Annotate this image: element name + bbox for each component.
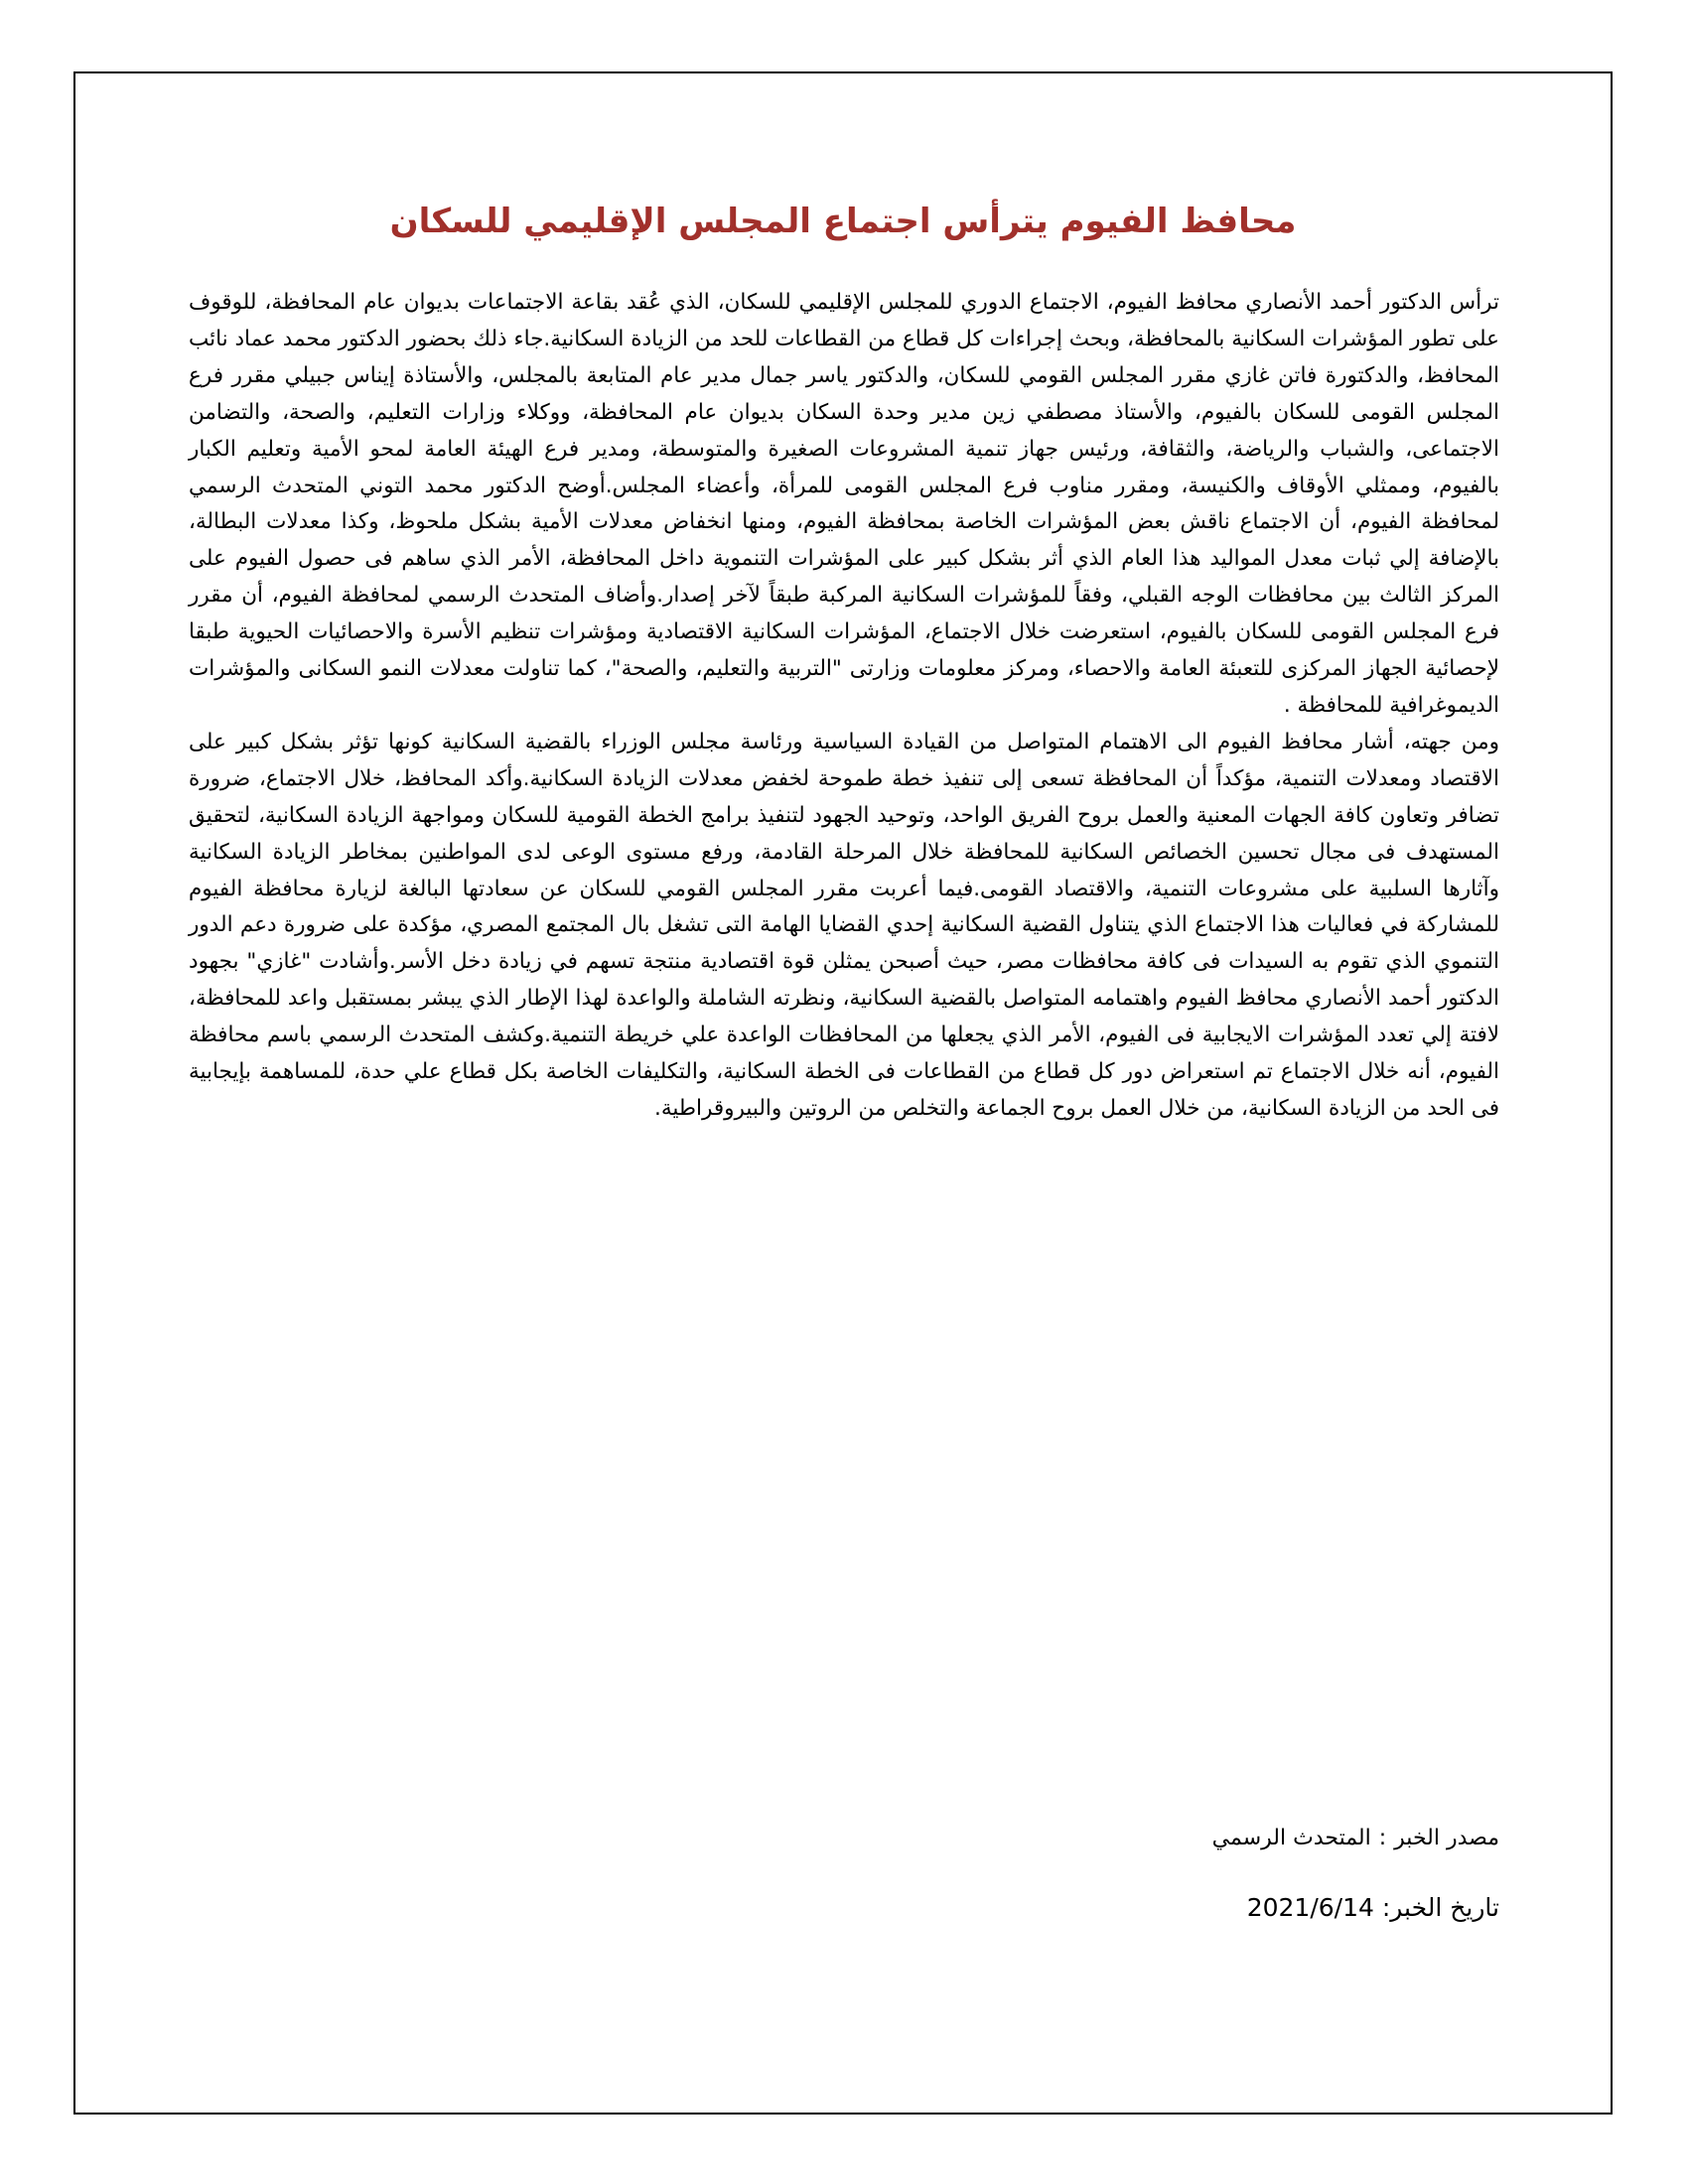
article-headline: محافظ الفيوم يترأس اجتماع المجلس الإقليمي للسكان [389,202,1297,241]
article-body [189,285,1499,1128]
news-source-label: مصدر الخبر [1394,1826,1499,1850]
news-source [189,1823,1499,1854]
article-paragraph: ومن جهته، أشار محافظ الفيوم الى الاهتمام المتواصل من القيادة السياسية ورئاسة مجلس الوزراء بالقضية السكانية كونها تؤثر بشكل كبير على الاقتصاد ومعدلات التنمية، مؤكداً أن المحافظة تسعى إلى تنفيذ خطة طموحة لخفض معدلات الزيادة السكانية.وأكد المحافظ، خلال الاجتماع، ضرورة تضافر وتعاون كافة الجهات المعنية والعمل بروح الفريق الواحد، وتوحيد الجهود لتنفيذ برامج الخطة القومية للسكان ومواجهة الزيادة السكانية، لتحقيق المستهدف فى مجال تحسين الخصائص السكانية للمحافظة خلال المرحلة القادمة، ورفع مستوى الوعى لدى المواطنين بمخاطر الزيادة السكانية وآثارها السلبية على مشروعات التنمية، والاقتصاد القومى.فيما أعربت مقرر المجلس القومي للسكان عن سعادتها البالغة لزيارة محافظة الفيوم للمشاركة في فعاليات هذا الاجتماع الذي يتناول القضية السكانية إحدي القضايا الهامة التى تشغل بال المجتمع المصري، مؤكدة على ضرورة دعم الدور التنموي الذي تقوم به السيدات فى كافة محافظات مصر، حيث أصبحن يمثلن قوة اقتصادية منتجة تسهم في زيادة دخل الأسر.وأشادت "غازي" بجهود الدكتور أحمد الأنصاري محافظ الفيوم واهتمامه المتواصل بالقضية السكانية، ونظرته الشاملة والواعدة لهذا الإطار الذي يبشر بمستقبل واعد للمحافظة، لافتة إلي تعدد المؤشرات الايجابية فى الفيوم، الأمر الذي يجعلها من المحافظات الواعدة علي خريطة التنمية.وكشف المتحدث الرسمي باسم محافظة الفيوم، أنه خلال الاجتماع تم استعراض دور كل قطاع من القطاعات فى الخطة السكانية، والتكليفات الخاصة بكل قطاع علي حدة، للمساهمة بإيجابية فى الحد من الزيادة السكانية، من خلال العمل بروح الجماعة والتخلص من الروتين والبيروقراطية. [189,729,1499,1121]
article-paragraph: ترأس الدكتور أحمد الأنصاري محافظ الفيوم، الاجتماع الدوري للمجلس الإقليمي للسكان، الذي عُقد بقاعة الاجتماعات بديوان عام المحافظة، للوقوف على تطور المؤشرات السكانية بالمحافظة، وبحث إجراءات كل قطاع من القطاعات للحد من الزيادة السكانية.جاء ذلك بحضور الدكتور محمد عماد نائب المحافظ، والدكتورة فاتن غازي مقرر المجلس القومي للسكان، والدكتور ياسر جمال مدير عام المتابعة بالمجلس، والأستاذة إيناس جبيلي مقرر فرع المجلس القومى للسكان بالفيوم، والأستاذ مصطفي زين مدير وحدة السكان بديوان عام المحافظة، ووكلاء وزارات التعليم، والصحة، والتضامن الاجتماعى، والشباب والرياضة، والثقافة، ورئيس جهاز تنمية المشروعات الصغيرة والمتوسطة، ومدير فرع الهيئة العامة لمحو الأمية وتعليم الكبار بالفيوم، وممثلي الأوقاف والكنيسة، ومقرر مناوب فرع المجلس القومى للمرأة، وأعضاء المجلس.أوضح الدكتور محمد التوني المتحدث الرسمي لمحافظة الفيوم، أن الاجتماع ناقش بعض المؤشرات الخاصة بمحافظة الفيوم، ومنها انخفاض معدلات الأمية بشكل ملحوظ، وكذا معدلات البطالة، بالإضافة إلي ثبات معدل المواليد هذا العام الذي أثر بشكل كبير على المؤشرات التنموية داخل المحافظة، الأمر الذي ساهم فى حصول الفيوم على المركز الثالث بين محافظات الوجه القبلي، وفقاً للمؤشرات السكانية المركبة طبقاً لآخر إصدار.وأضاف المتحدث الرسمي لمحافظة الفيوم، أن مقرر فرع المجلس القومى للسكان بالفيوم، استعرضت خلال الاجتماع، المؤشرات السكانية الاقتصادية ومؤشرات تنظيم الأسرة والاحصائيات الحيوية طبقا لإحصائية الجهاز المركزى للتعبئة العامة والاحصاء، ومركز معلومات وزارتى "التربية والتعليم، والصحة"، كما تناولت معدلات النمو السكانى والمؤشرات الديموغرافية للمحافظة . [189,290,1499,718]
news-source-separator: : [1378,1826,1387,1850]
news-source-value: المتحدث الرسمي [1211,1826,1371,1850]
news-date-label: تاريخ الخبر: [1381,1893,1499,1922]
news-date [189,1892,1499,1924]
news-date-value: 2021/6/14 [1246,1893,1374,1922]
